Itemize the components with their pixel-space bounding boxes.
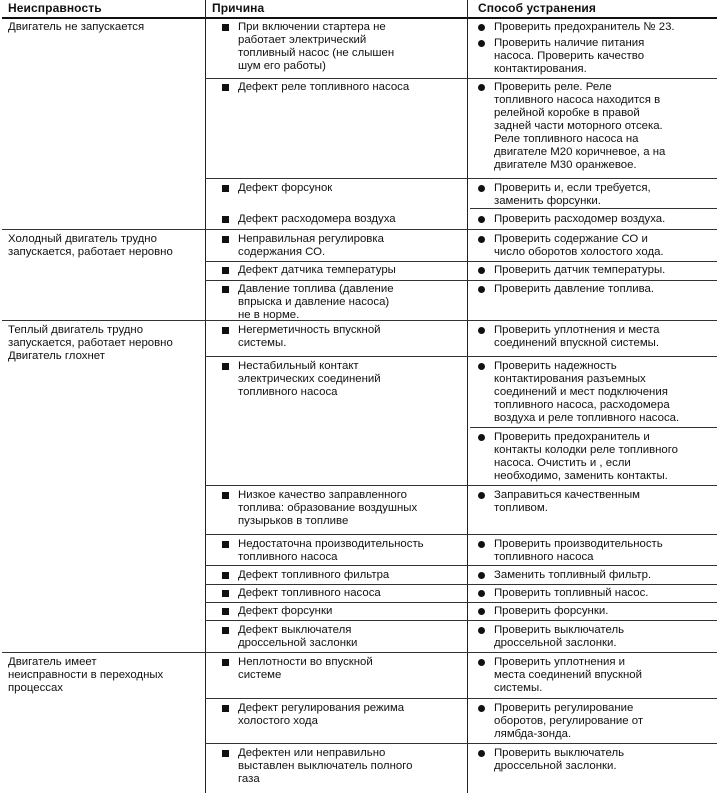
- cell-text-line: При включении стартера не: [238, 21, 386, 33]
- square-bullet-icon: [222, 236, 229, 243]
- round-bullet-icon: [478, 750, 485, 757]
- cell-text-line: Проверить датчик температуры.: [494, 264, 666, 276]
- cell-text-line: места соединений впускной: [494, 669, 642, 681]
- remedy-cell: [470, 489, 717, 515]
- cell-text-line: Проверить надежность: [494, 360, 617, 372]
- square-bullet-icon: [222, 267, 229, 274]
- remedy-cell: [470, 431, 717, 483]
- cell-text-line: Холодный двигатель трудно: [8, 233, 157, 245]
- cell-text-line: впрыска и давление насоса): [238, 296, 390, 308]
- cell-text-line: Проверить расходомер воздуха.: [494, 213, 666, 225]
- remedy-cell: [470, 283, 717, 296]
- cell-text-line: топливный насос (не слышен: [238, 47, 395, 59]
- square-bullet-icon: [222, 216, 229, 223]
- cause-cell: [212, 324, 467, 350]
- cell-text-line: оборотов, регулирование от: [494, 715, 644, 727]
- cell-text-line: работает электрический: [238, 34, 367, 46]
- round-bullet-icon: [478, 84, 485, 91]
- cell-text-line: Проверить предохранитель № 23.: [494, 21, 675, 33]
- remedy-divider: [470, 208, 717, 209]
- square-bullet-icon: [222, 363, 229, 370]
- cell-text-line: топливного насоса находится в: [494, 94, 661, 106]
- cell-text-line: насоса. Очистить и , если: [494, 457, 631, 469]
- cell-text-line: дроссельной заслонки: [238, 637, 358, 649]
- table-header: [0, 0, 720, 17]
- square-bullet-icon: [222, 659, 229, 666]
- cell-text-line: соединений и мест подключения: [494, 386, 668, 398]
- round-bullet-icon: [478, 286, 485, 293]
- remedy-cell: [470, 538, 717, 564]
- round-bullet-icon: [478, 267, 485, 274]
- cell-text-line: Заменить топливный фильтр.: [494, 569, 652, 581]
- cell-text-line: Проверить реле. Реле: [494, 81, 612, 93]
- cause-cell: [212, 587, 467, 600]
- cell-text-line: топливного насоса: [238, 386, 338, 398]
- cell-text-line: соединений впускной системы.: [494, 337, 660, 349]
- header-rule: [2, 17, 717, 19]
- square-bullet-icon: [222, 750, 229, 757]
- cause-cell: [212, 747, 467, 786]
- cell-text-line: электрических соединений: [238, 373, 381, 385]
- subrow-divider: [205, 534, 717, 535]
- cell-text-line: холостого хода: [238, 715, 318, 727]
- round-bullet-icon: [478, 24, 485, 31]
- round-bullet-icon: [478, 492, 485, 499]
- cell-text-line: топливного насоса: [238, 551, 338, 563]
- cell-text-line: шум его работы): [238, 60, 326, 72]
- cell-text-line: Проверить давление топлива.: [494, 283, 655, 295]
- cause-cell: [212, 605, 467, 618]
- square-bullet-icon: [222, 608, 229, 615]
- cell-text-line: Низкое качество заправленного: [238, 489, 408, 501]
- cell-text-line: Реле топливного насоса на: [494, 133, 639, 145]
- remedy-cell: [470, 213, 717, 226]
- cell-text-line: топливного насоса, расходомера: [494, 399, 670, 411]
- cell-text-line: Дефект регулирования режима: [238, 702, 405, 714]
- cause-cell: [212, 21, 467, 73]
- cell-text-line: Проверить предохранитель и: [494, 431, 650, 443]
- round-bullet-icon: [478, 236, 485, 243]
- header-remedy: Способ устранения: [478, 1, 597, 15]
- square-bullet-icon: [222, 627, 229, 634]
- cell-text-line: Проверить выключатель: [494, 624, 625, 636]
- subrow-divider: [205, 584, 717, 585]
- remedy-divider: [470, 427, 717, 428]
- cell-text-line: запускается, работает неровно: [8, 246, 173, 258]
- cell-text-line: дроссельной заслонки.: [494, 760, 617, 772]
- subrow-divider: [205, 620, 717, 621]
- subrow-divider: [205, 743, 717, 744]
- square-bullet-icon: [222, 286, 229, 293]
- subrow-divider: [205, 565, 717, 566]
- round-bullet-icon: [478, 608, 485, 615]
- subrow-divider: [205, 280, 717, 281]
- cell-text-line: воздуха и реле топливного насоса.: [494, 412, 680, 424]
- square-bullet-icon: [222, 705, 229, 712]
- cell-text-line: системы.: [238, 337, 287, 349]
- cell-text-line: системы.: [494, 682, 543, 694]
- cause-cell: [212, 264, 467, 277]
- round-bullet-icon: [478, 659, 485, 666]
- remedy-cell: [470, 747, 717, 773]
- cell-text-line: лямбда-зонда.: [494, 728, 572, 740]
- subrow-divider: [205, 178, 717, 179]
- cause-cell: [212, 81, 467, 94]
- cell-text-line: Двигатель глохнет: [8, 350, 105, 362]
- remedy-cell: [470, 605, 717, 618]
- subrow-divider: [205, 698, 717, 699]
- round-bullet-icon: [478, 216, 485, 223]
- column-divider: [205, 0, 206, 793]
- remedy-cell: [470, 264, 717, 277]
- remedy-cell: [470, 569, 717, 582]
- remedy-cell: [470, 360, 717, 425]
- square-bullet-icon: [222, 541, 229, 548]
- square-bullet-icon: [222, 185, 229, 192]
- cell-text-line: контактирования.: [494, 63, 587, 75]
- round-bullet-icon: [478, 327, 485, 334]
- cell-text-line: Дефект выключателя: [238, 624, 352, 636]
- remedy-cell: [470, 21, 717, 34]
- cell-text-line: Проверить содержание СО и: [494, 233, 648, 245]
- remedy-cell: [470, 81, 717, 172]
- round-bullet-icon: [478, 572, 485, 579]
- round-bullet-icon: [478, 434, 485, 441]
- cause-cell: [212, 283, 467, 322]
- symptom-cell: [8, 233, 198, 259]
- remedy-cell: [470, 656, 717, 695]
- row-divider: [2, 229, 717, 230]
- cell-text-line: процессах: [8, 682, 63, 694]
- cell-text-line: заменить форсунки.: [494, 195, 601, 207]
- square-bullet-icon: [222, 572, 229, 579]
- cell-text-line: двигателе М30 оранжевое.: [494, 159, 637, 171]
- cell-text-line: Неплотности во впускной: [238, 656, 373, 668]
- square-bullet-icon: [222, 327, 229, 334]
- cell-text-line: Проверить выключатель: [494, 747, 625, 759]
- cell-text-line: топливного насоса: [494, 551, 594, 563]
- cell-text-line: Неправильная регулировка: [238, 233, 384, 245]
- cause-cell: [212, 702, 467, 728]
- symptom-cell: [8, 21, 198, 34]
- cell-text-line: Дефект датчика температуры: [238, 264, 396, 276]
- cell-text-line: Теплый двигатель трудно: [8, 324, 144, 336]
- cell-text-line: пузырьков в топливе: [238, 515, 349, 527]
- cell-text-line: Дефектен или неправильно: [238, 747, 386, 759]
- cell-text-line: Проверить форсунки.: [494, 605, 609, 617]
- cell-text-line: Дефект форсунки: [238, 605, 333, 617]
- cell-text-line: двигателе М20 коричневое, а на: [494, 146, 666, 158]
- column-divider: [467, 0, 468, 793]
- remedy-cell: [470, 587, 717, 600]
- cell-text-line: Проверить уплотнения и места: [494, 324, 660, 336]
- row-divider: [2, 652, 717, 653]
- cell-text-line: Дефект форсунок: [238, 182, 333, 194]
- cause-cell: [212, 489, 467, 528]
- cell-text-line: Дефект топливного фильтра: [238, 569, 390, 581]
- cell-text-line: Недостаточна производительность: [238, 538, 424, 550]
- subrow-divider: [205, 602, 717, 603]
- cell-text-line: релейной коробке в правой: [494, 107, 640, 119]
- header-symptom: Неисправность: [8, 1, 102, 15]
- cell-text-line: насоса. Проверить качество: [494, 50, 645, 62]
- subrow-divider: [205, 356, 717, 357]
- remedy-cell: [470, 182, 717, 208]
- round-bullet-icon: [478, 705, 485, 712]
- cell-text-line: топлива: образование воздушных: [238, 502, 418, 514]
- remedy-cell: [470, 37, 717, 76]
- cell-text-line: Заправиться качественным: [494, 489, 641, 501]
- cell-text-line: топливом.: [494, 502, 548, 514]
- cell-text-line: контакты колодки реле топливного: [494, 444, 679, 456]
- square-bullet-icon: [222, 24, 229, 31]
- square-bullet-icon: [222, 84, 229, 91]
- cell-text-line: дроссельной заслонки.: [494, 637, 617, 649]
- cell-text-line: запускается, работает неровно: [8, 337, 173, 349]
- cell-text-line: Давление топлива (давление: [238, 283, 394, 295]
- square-bullet-icon: [222, 590, 229, 597]
- cell-text-line: Проверить регулирование: [494, 702, 634, 714]
- cell-text-line: не в норме.: [238, 309, 300, 321]
- cell-text-line: выставлен выключатель полного: [238, 760, 413, 772]
- cell-text-line: Нестабильный контакт: [238, 360, 359, 372]
- cell-text-line: Двигатель не запускается: [8, 21, 145, 33]
- square-bullet-icon: [222, 492, 229, 499]
- cell-text-line: Дефект расходомера воздуха: [238, 213, 396, 225]
- cell-text-line: Негерметичность впускной: [238, 324, 381, 336]
- cell-text-line: число оборотов холостого хода.: [494, 246, 664, 258]
- cause-cell: [212, 538, 467, 564]
- subrow-divider: [205, 78, 717, 79]
- cell-text-line: Проверить наличие питания: [494, 37, 645, 49]
- symptom-cell: [8, 656, 198, 695]
- cell-text-line: Дефект реле топливного насоса: [238, 81, 410, 93]
- round-bullet-icon: [478, 541, 485, 548]
- cause-cell: [212, 624, 467, 650]
- cell-text-line: Проверить и, если требуется,: [494, 182, 651, 194]
- subrow-divider: [205, 485, 717, 486]
- remedy-cell: [470, 324, 717, 350]
- cell-text-line: Двигатель имеет: [8, 656, 97, 668]
- remedy-cell: [470, 624, 717, 650]
- cell-text-line: системе: [238, 669, 282, 681]
- cell-text-line: содержания СО.: [238, 246, 326, 258]
- cause-cell: [212, 182, 467, 195]
- subrow-divider: [205, 261, 717, 262]
- round-bullet-icon: [478, 40, 485, 47]
- cause-cell: [212, 213, 467, 226]
- round-bullet-icon: [478, 363, 485, 370]
- cause-cell: [212, 656, 467, 682]
- cause-cell: [212, 233, 467, 259]
- cause-cell: [212, 569, 467, 582]
- header-cause: Причина: [212, 1, 265, 15]
- cause-cell: [212, 360, 467, 399]
- remedy-cell: [470, 702, 717, 741]
- round-bullet-icon: [478, 627, 485, 634]
- cell-text-line: Проверить уплотнения и: [494, 656, 626, 668]
- cell-text-line: задней части моторного отсека.: [494, 120, 663, 132]
- cell-text-line: Проверить топливный насос.: [494, 587, 649, 599]
- cell-text-line: неисправности в переходных: [8, 669, 164, 681]
- cell-text-line: Проверить производительность: [494, 538, 663, 550]
- cell-text-line: газа: [238, 773, 260, 785]
- round-bullet-icon: [478, 590, 485, 597]
- symptom-cell: [8, 324, 198, 363]
- round-bullet-icon: [478, 185, 485, 192]
- remedy-cell: [470, 233, 717, 259]
- cell-text-line: необходимо, заменить контакты.: [494, 470, 668, 482]
- cell-text-line: контактирования разъемных: [494, 373, 646, 385]
- cell-text-line: Дефект топливного насоса: [238, 587, 381, 599]
